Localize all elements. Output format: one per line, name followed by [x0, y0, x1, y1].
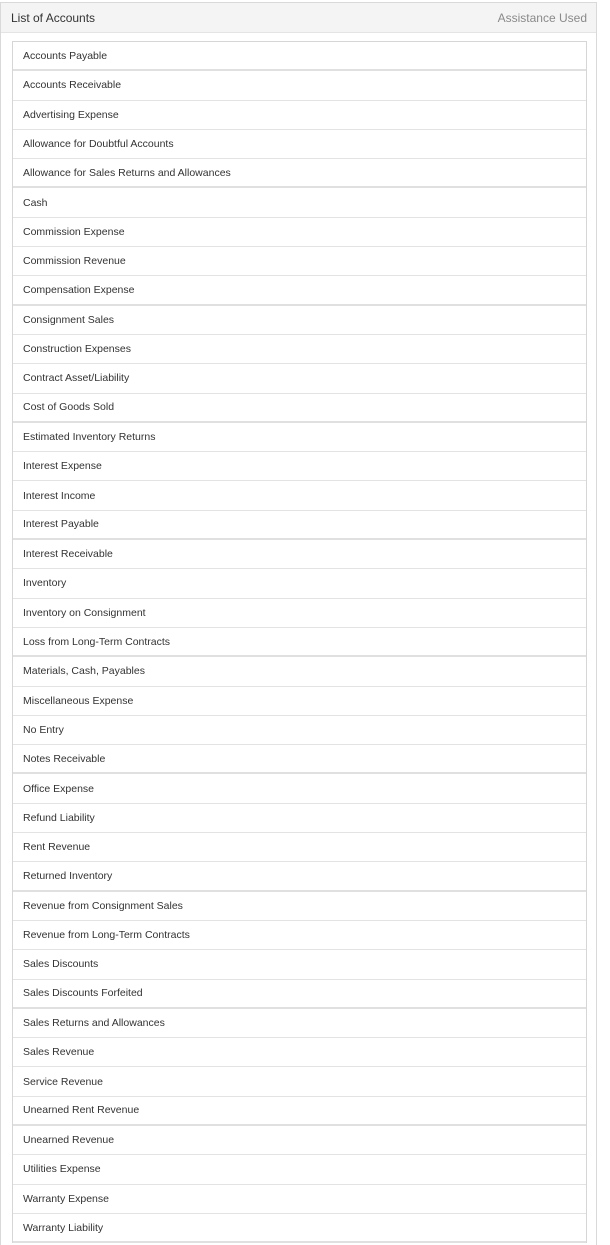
account-item[interactable]: Commission Revenue [13, 247, 586, 276]
account-item[interactable]: Interest Receivable [13, 540, 586, 569]
account-item[interactable]: Inventory [13, 569, 586, 598]
account-item[interactable]: Miscellaneous Expense [13, 687, 586, 716]
account-item[interactable]: Service Revenue [13, 1067, 586, 1096]
account-item[interactable]: Commission Expense [13, 218, 586, 247]
account-item[interactable]: Returned Inventory [13, 862, 586, 891]
account-item[interactable]: Sales Revenue [13, 1038, 586, 1067]
account-item[interactable]: Consignment Sales [13, 306, 586, 335]
account-item[interactable]: No Entry [13, 716, 586, 745]
account-item[interactable]: Revenue from Long-Term Contracts [13, 921, 586, 950]
account-item[interactable]: Contract Asset/Liability [13, 364, 586, 393]
account-item[interactable]: Sales Returns and Allowances [13, 1009, 586, 1038]
account-item[interactable]: Allowance for Sales Returns and Allowances [13, 159, 586, 188]
accounts-panel [0, 2, 597, 1245]
account-item[interactable]: Sales Discounts Forfeited [13, 980, 586, 1009]
panel-header [1, 3, 596, 33]
account-item[interactable]: Interest Expense [13, 452, 586, 481]
panel-title: List of Accounts [11, 10, 96, 25]
account-item[interactable]: Utilities Expense [13, 1155, 586, 1184]
account-item[interactable]: Interest Payable [13, 511, 586, 540]
account-item[interactable]: Cash [13, 188, 586, 217]
account-item[interactable]: Allowance for Doubtful Accounts [13, 130, 586, 159]
account-item[interactable]: Cost of Goods Sold [13, 394, 586, 423]
account-item[interactable]: Warranty Expense [13, 1185, 586, 1214]
account-item[interactable]: Accounts Receivable [13, 71, 586, 100]
account-item[interactable]: Construction Expenses [13, 335, 586, 364]
account-item[interactable]: Loss from Long-Term Contracts [13, 628, 586, 657]
account-item[interactable]: Office Expense [13, 774, 586, 803]
account-item[interactable]: Refund Liability [13, 804, 586, 833]
account-item[interactable]: Accounts Payable [13, 42, 586, 71]
account-item[interactable]: Rent Revenue [13, 833, 586, 862]
assistance-used-label: Assistance Used [497, 10, 587, 25]
account-item[interactable]: Materials, Cash, Payables [13, 657, 586, 686]
account-item[interactable]: Unearned Rent Revenue [13, 1097, 586, 1126]
account-item[interactable]: Sales Discounts [13, 950, 586, 979]
account-item[interactable]: Unearned Revenue [13, 1126, 586, 1155]
account-item[interactable]: Estimated Inventory Returns [13, 423, 586, 452]
account-item[interactable]: Notes Receivable [13, 745, 586, 774]
account-item[interactable]: Interest Income [13, 481, 586, 510]
account-list [12, 41, 587, 1243]
account-item[interactable]: Advertising Expense [13, 101, 586, 130]
account-item[interactable]: Inventory on Consignment [13, 599, 586, 628]
account-item[interactable]: Warranty Liability [13, 1214, 586, 1243]
account-item[interactable]: Revenue from Consignment Sales [13, 892, 586, 921]
account-item[interactable]: Compensation Expense [13, 276, 586, 305]
